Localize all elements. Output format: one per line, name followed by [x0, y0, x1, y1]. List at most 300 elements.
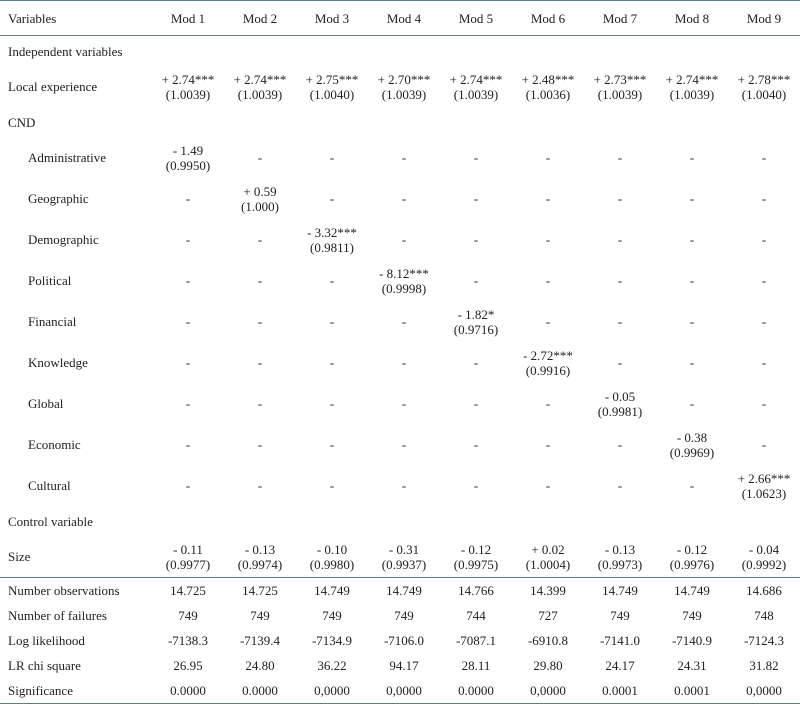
- section-label: CND: [8, 114, 36, 130]
- statistic-value: 14.749: [296, 578, 368, 604]
- coefficient-value: + 2.74***: [449, 71, 503, 87]
- coefficient-value: - 0.13: [604, 541, 636, 557]
- odds-ratio-value: (1.0040): [741, 86, 787, 102]
- coefficient-cell: [224, 66, 296, 107]
- empty-cell: [296, 36, 368, 67]
- coefficient-cell: [224, 178, 296, 219]
- statistic-value: -7106.0: [383, 633, 425, 648]
- coefficient-value: -: [545, 232, 551, 247]
- header-model: Mod 9: [728, 1, 800, 36]
- coefficient-value: + 2.70***: [377, 71, 431, 87]
- coefficient-cell: [224, 342, 296, 383]
- odds-ratio-value: (0.9973): [597, 556, 643, 572]
- statistic-row: [0, 603, 800, 628]
- coefficient-value: -: [545, 150, 551, 165]
- odds-ratio-value: (0.9937): [381, 556, 427, 572]
- coefficient-value: -: [257, 478, 263, 493]
- coefficient-cell: [224, 260, 296, 301]
- coefficient-cell: [440, 66, 512, 107]
- empty-cell: [584, 107, 656, 137]
- statistic-value: 36.22: [317, 658, 347, 673]
- coefficient-value: -: [689, 273, 695, 288]
- coefficient-value: -: [185, 191, 191, 206]
- odds-ratio-value: (1.0039): [453, 86, 499, 102]
- coefficient-value: -: [257, 437, 263, 452]
- header-model: Mod 7: [584, 1, 656, 36]
- header-row: [0, 1, 800, 36]
- coefficient-value: + 2.78***: [737, 71, 791, 87]
- statistic-value: 0,0000: [512, 678, 584, 704]
- statistic-value: 0,0000: [728, 678, 800, 704]
- statistic-value: 14.749: [656, 578, 728, 604]
- coefficient-value: -: [617, 314, 623, 329]
- coefficient-cell: [512, 219, 584, 260]
- coefficient-value: -: [473, 150, 479, 165]
- coefficient-cell: [224, 536, 296, 578]
- statistic-value: 727: [538, 608, 558, 623]
- coefficient-value: - 1.82*: [457, 306, 495, 322]
- statistic-value: 26.95: [173, 658, 203, 673]
- empty-cell: [728, 36, 800, 67]
- coefficient-value: + 2.73***: [593, 71, 647, 87]
- coefficient-value: -: [329, 191, 335, 206]
- header-model: Mod 2: [224, 1, 296, 36]
- coefficient-value: -: [257, 355, 263, 370]
- coefficient-value: -: [689, 355, 695, 370]
- coefficient-value: -: [689, 478, 695, 493]
- empty-cell: [368, 107, 440, 137]
- coefficient-value: -: [257, 273, 263, 288]
- statistic-value: -7087.1: [455, 633, 497, 648]
- coefficient-value: -: [761, 273, 767, 288]
- statistic-value: 749: [610, 608, 630, 623]
- statistic-label: Log likelihood: [8, 633, 85, 648]
- coefficient-value: - 0.12: [676, 541, 708, 557]
- coefficient-cell: [728, 137, 800, 178]
- coefficient-cell: [656, 342, 728, 383]
- coefficient-cell: [368, 424, 440, 465]
- odds-ratio-value: (1.0040): [309, 86, 355, 102]
- variable-label: Size: [8, 549, 31, 564]
- coefficient-value: - 8.12***: [379, 265, 429, 281]
- odds-ratio-value: (0.9992): [741, 556, 787, 572]
- coefficient-cell: [152, 383, 224, 424]
- coefficient-cell: [512, 66, 584, 107]
- section-row: [0, 506, 800, 536]
- coefficient-value: -: [761, 396, 767, 411]
- coefficient-cell: [152, 178, 224, 219]
- odds-ratio-value: (1.0036): [525, 86, 571, 102]
- coefficient-value: -: [761, 150, 767, 165]
- header-model: Mod 5: [440, 1, 512, 36]
- coefficient-cell: [224, 465, 296, 506]
- coefficient-value: + 2.74***: [233, 71, 287, 87]
- empty-cell: [152, 107, 224, 137]
- coefficient-value: -: [617, 437, 623, 452]
- variable-label: Global: [28, 396, 64, 411]
- coefficient-cell: [584, 219, 656, 260]
- odds-ratio-value: (1.0623): [741, 485, 787, 501]
- empty-cell: [728, 506, 800, 536]
- coefficient-cell: [728, 424, 800, 465]
- coefficient-value: -: [689, 191, 695, 206]
- coefficient-value: -: [473, 437, 479, 452]
- odds-ratio-value: (1.0039): [597, 86, 643, 102]
- statistic-value: 14.686: [728, 578, 800, 604]
- statistic-value: 94.17: [389, 658, 419, 673]
- statistic-value: 14.725: [152, 578, 224, 604]
- odds-ratio-value: (1.0039): [237, 86, 283, 102]
- coefficient-cell: [152, 342, 224, 383]
- coefficient-value: -: [473, 191, 479, 206]
- empty-cell: [512, 107, 584, 137]
- statistic-value: 0.0000: [224, 678, 296, 704]
- coefficient-value: - 0.10: [316, 541, 348, 557]
- coefficient-cell: [440, 137, 512, 178]
- statistic-value: -7140.9: [671, 633, 713, 648]
- variable-label: Administrative: [28, 150, 106, 165]
- coefficient-cell: [656, 260, 728, 301]
- header-model: Mod 6: [512, 1, 584, 36]
- coefficient-cell: [440, 260, 512, 301]
- coefficient-value: -: [545, 191, 551, 206]
- statistic-value: 0.0000: [440, 678, 512, 704]
- coefficient-value: - 0.38: [676, 429, 708, 445]
- coefficient-value: + 2.74***: [665, 71, 719, 87]
- variable-label: Economic: [28, 437, 81, 452]
- odds-ratio-value: (1.0039): [669, 86, 715, 102]
- coefficient-value: -: [329, 396, 335, 411]
- odds-ratio-value: (0.9980): [309, 556, 355, 572]
- odds-ratio-value: (0.9977): [165, 556, 211, 572]
- coefficient-cell: [440, 383, 512, 424]
- variable-row: [0, 342, 800, 383]
- empty-cell: [368, 36, 440, 67]
- coefficient-cell: [368, 465, 440, 506]
- empty-cell: [224, 107, 296, 137]
- variable-label: Local experience: [8, 79, 98, 94]
- statistic-row: [0, 628, 800, 653]
- coefficient-cell: [440, 219, 512, 260]
- coefficient-cell: [512, 424, 584, 465]
- coefficient-cell: [152, 424, 224, 465]
- coefficient-value: - 0.12: [460, 541, 492, 557]
- coefficient-cell: [440, 301, 512, 342]
- header-model: Mod 8: [656, 1, 728, 36]
- empty-cell: [224, 506, 296, 536]
- coefficient-value: - 0.31: [388, 541, 420, 557]
- statistic-value: 749: [682, 608, 702, 623]
- odds-ratio-value: (0.9969): [669, 444, 715, 460]
- coefficient-cell: [512, 260, 584, 301]
- coefficient-value: - 0.05: [604, 388, 636, 404]
- statistic-value: -7134.9: [311, 633, 353, 648]
- odds-ratio-value: (0.9975): [453, 556, 499, 572]
- empty-cell: [584, 36, 656, 67]
- empty-cell: [728, 107, 800, 137]
- statistic-value: 24.17: [605, 658, 635, 673]
- coefficient-cell: [584, 342, 656, 383]
- coefficient-cell: [296, 178, 368, 219]
- statistic-value: -7141.0: [599, 633, 641, 648]
- coefficient-cell: [728, 536, 800, 578]
- odds-ratio-value: (0.9811): [310, 239, 354, 255]
- coefficient-cell: [656, 219, 728, 260]
- variable-row: [0, 219, 800, 260]
- coefficient-cell: [584, 178, 656, 219]
- coefficient-cell: [368, 260, 440, 301]
- coefficient-cell: [512, 301, 584, 342]
- empty-cell: [440, 107, 512, 137]
- coefficient-value: -: [257, 150, 263, 165]
- coefficient-cell: [728, 66, 800, 107]
- variable-row: [0, 465, 800, 506]
- coefficient-cell: [224, 424, 296, 465]
- coefficient-value: -: [329, 273, 335, 288]
- header-model: Mod 4: [368, 1, 440, 36]
- odds-ratio-value: (1.0039): [165, 86, 211, 102]
- coefficient-cell: [728, 342, 800, 383]
- coefficient-cell: [656, 536, 728, 578]
- empty-cell: [296, 107, 368, 137]
- coefficient-value: -: [761, 232, 767, 247]
- odds-ratio-value: (1.0039): [381, 86, 427, 102]
- variable-label: Political: [28, 273, 72, 288]
- statistic-value: 14.749: [368, 578, 440, 604]
- coefficient-cell: [440, 178, 512, 219]
- empty-cell: [296, 506, 368, 536]
- coefficient-cell: [728, 219, 800, 260]
- statistic-value: -7139.4: [239, 633, 281, 648]
- coefficient-value: -: [185, 232, 191, 247]
- coefficient-cell: [368, 66, 440, 107]
- variable-row: [0, 301, 800, 342]
- odds-ratio-value: (0.9716): [453, 321, 499, 337]
- coefficient-value: -: [545, 478, 551, 493]
- variable-row: [0, 383, 800, 424]
- coefficient-value: -: [401, 396, 407, 411]
- coefficient-value: - 2.72***: [523, 347, 573, 363]
- header-model: Mod 1: [152, 1, 224, 36]
- coefficient-value: -: [689, 314, 695, 329]
- coefficient-cell: [656, 66, 728, 107]
- coefficient-cell: [512, 137, 584, 178]
- coefficient-cell: [440, 536, 512, 578]
- coefficient-value: -: [329, 478, 335, 493]
- coefficient-value: -: [257, 314, 263, 329]
- coefficient-cell: [368, 301, 440, 342]
- empty-cell: [584, 506, 656, 536]
- odds-ratio-value: (1.0004): [525, 556, 571, 572]
- odds-ratio-value: (0.9998): [381, 280, 427, 296]
- coefficient-cell: [296, 219, 368, 260]
- coefficient-cell: [296, 260, 368, 301]
- coefficient-cell: [584, 465, 656, 506]
- coefficient-cell: [440, 342, 512, 383]
- section-label: Independent variables: [8, 43, 123, 59]
- coefficient-value: -: [761, 314, 767, 329]
- odds-ratio-value: (0.9981): [597, 403, 643, 419]
- coefficient-value: -: [545, 273, 551, 288]
- statistic-label: Number observations: [0, 578, 152, 604]
- coefficient-cell: [368, 137, 440, 178]
- statistic-row: [0, 578, 800, 604]
- coefficient-cell: [656, 178, 728, 219]
- coefficient-value: - 1.49: [172, 142, 204, 158]
- coefficient-value: -: [329, 150, 335, 165]
- coefficient-value: + 2.75***: [305, 71, 359, 87]
- statistic-value: 0,0000: [368, 678, 440, 704]
- coefficient-value: -: [185, 396, 191, 411]
- variable-label: Geographic: [28, 191, 89, 206]
- statistic-value: 24.80: [245, 658, 275, 673]
- coefficient-cell: [728, 260, 800, 301]
- coefficient-value: -: [329, 314, 335, 329]
- coefficient-cell: [152, 66, 224, 107]
- empty-cell: [656, 107, 728, 137]
- coefficient-value: -: [473, 396, 479, 411]
- statistic-value: 749: [322, 608, 342, 623]
- coefficient-cell: [296, 137, 368, 178]
- coefficient-value: -: [185, 273, 191, 288]
- coefficient-value: -: [473, 355, 479, 370]
- coefficient-cell: [584, 383, 656, 424]
- variable-label: Financial: [28, 314, 77, 329]
- coefficient-cell: [296, 342, 368, 383]
- coefficient-value: -: [401, 355, 407, 370]
- coefficient-value: + 2.66***: [737, 470, 791, 486]
- statistic-value: -6910.8: [527, 633, 569, 648]
- coefficient-cell: [656, 383, 728, 424]
- coefficient-cell: [584, 424, 656, 465]
- coefficient-cell: [224, 383, 296, 424]
- coefficient-cell: [152, 137, 224, 178]
- coefficient-cell: [584, 260, 656, 301]
- coefficient-cell: [656, 465, 728, 506]
- coefficient-cell: [296, 301, 368, 342]
- coefficient-cell: [512, 178, 584, 219]
- coefficient-cell: [512, 465, 584, 506]
- coefficient-cell: [296, 383, 368, 424]
- statistic-label: Significance: [0, 678, 152, 704]
- coefficient-cell: [152, 465, 224, 506]
- statistic-value: 749: [394, 608, 414, 623]
- coefficient-value: -: [545, 437, 551, 452]
- coefficient-value: -: [401, 478, 407, 493]
- coefficient-cell: [152, 536, 224, 578]
- coefficient-cell: [296, 66, 368, 107]
- empty-cell: [368, 506, 440, 536]
- coefficient-value: + 2.74***: [161, 71, 215, 87]
- coefficient-value: -: [185, 437, 191, 452]
- coefficient-value: -: [617, 478, 623, 493]
- coefficient-cell: [728, 178, 800, 219]
- statistic-value: 29.80: [533, 658, 563, 673]
- variable-row: [0, 66, 800, 107]
- coefficient-cell: [584, 301, 656, 342]
- coefficient-value: -: [473, 478, 479, 493]
- empty-cell: [152, 36, 224, 67]
- statistic-value: 748: [754, 608, 774, 623]
- coefficient-value: + 0.59: [243, 183, 277, 199]
- header-variables: Variables: [0, 1, 152, 36]
- empty-cell: [512, 506, 584, 536]
- coefficient-cell: [728, 301, 800, 342]
- statistic-label: Number of failures: [8, 608, 107, 623]
- statistic-value: -7124.3: [743, 633, 785, 648]
- variable-label: Cultural: [28, 478, 71, 493]
- statistic-value: 744: [466, 608, 486, 623]
- coefficient-cell: [656, 137, 728, 178]
- coefficient-cell: [152, 301, 224, 342]
- coefficient-value: -: [257, 232, 263, 247]
- coefficient-cell: [224, 219, 296, 260]
- coefficient-value: -: [761, 437, 767, 452]
- coefficient-cell: [368, 178, 440, 219]
- coefficient-value: -: [617, 191, 623, 206]
- coefficient-value: -: [185, 355, 191, 370]
- empty-cell: [656, 506, 728, 536]
- statistic-value: 14.725: [224, 578, 296, 604]
- coefficient-cell: [296, 465, 368, 506]
- statistic-label: LR chi square: [8, 658, 81, 673]
- coefficient-cell: [296, 424, 368, 465]
- variable-row: [0, 536, 800, 578]
- statistic-value: 14.749: [584, 578, 656, 604]
- variable-row: [0, 137, 800, 178]
- header-model: Mod 3: [296, 1, 368, 36]
- coefficient-cell: [440, 424, 512, 465]
- coefficient-cell: [368, 383, 440, 424]
- coefficient-cell: [728, 383, 800, 424]
- variable-label: Knowledge: [28, 355, 88, 370]
- statistic-value: 0.0000: [152, 678, 224, 704]
- coefficient-cell: [512, 342, 584, 383]
- coefficient-value: -: [401, 150, 407, 165]
- coefficient-cell: [728, 465, 800, 506]
- coefficient-value: -: [473, 273, 479, 288]
- statistic-value: 14.399: [512, 578, 584, 604]
- coefficient-value: - 3.32***: [307, 224, 357, 240]
- coefficient-cell: [368, 536, 440, 578]
- coefficient-value: -: [329, 355, 335, 370]
- coefficient-value: -: [185, 478, 191, 493]
- statistic-value: -7138.3: [167, 633, 209, 648]
- coefficient-value: -: [617, 232, 623, 247]
- empty-cell: [512, 36, 584, 67]
- coefficient-cell: [584, 137, 656, 178]
- coefficient-value: -: [689, 232, 695, 247]
- odds-ratio-value: (1.000): [241, 198, 279, 214]
- section-row: [0, 107, 800, 137]
- coefficient-value: + 0.02: [531, 541, 565, 557]
- coefficient-cell: [224, 137, 296, 178]
- coefficient-value: -: [401, 437, 407, 452]
- statistic-value: 0.0001: [656, 678, 728, 704]
- empty-cell: [152, 506, 224, 536]
- coefficient-value: -: [401, 191, 407, 206]
- coefficient-cell: [656, 301, 728, 342]
- coefficient-cell: [584, 536, 656, 578]
- statistic-value: 31.82: [749, 658, 779, 673]
- variable-row: [0, 424, 800, 465]
- coefficient-value: -: [689, 150, 695, 165]
- coefficient-value: -: [617, 150, 623, 165]
- statistic-value: 0.0001: [584, 678, 656, 704]
- coefficient-value: -: [329, 437, 335, 452]
- coefficient-cell: [224, 301, 296, 342]
- section-label: Control variable: [8, 513, 93, 529]
